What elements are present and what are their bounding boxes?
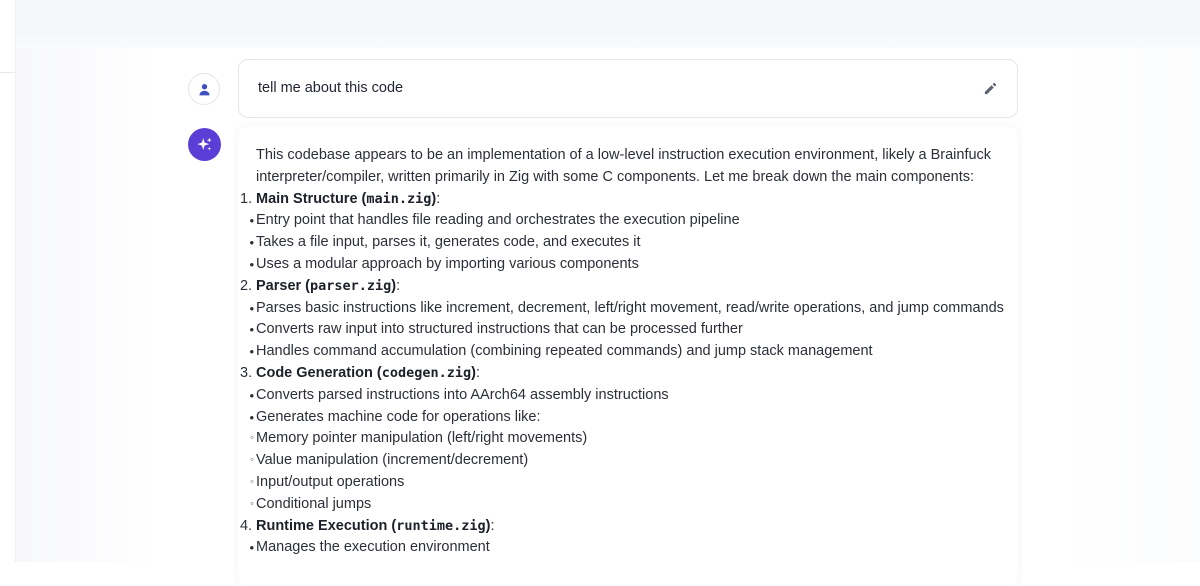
user-message-text: tell me about this code [258, 80, 404, 96]
file-name: main.zig [366, 190, 432, 207]
bullet: • [249, 300, 254, 316]
sidebar-divider [0, 72, 15, 73]
section-title: Main Structure ( [256, 190, 367, 207]
left-sidebar-rail [0, 0, 16, 562]
user-message-bubble [238, 59, 1018, 118]
colon: : [475, 364, 480, 381]
bullet: • [249, 344, 254, 360]
section-title: Runtime Execution ( [256, 517, 397, 534]
intro-line: interpreter/compiler, written primarily in Zig with some C components. Let me break down the main components: [256, 168, 975, 185]
section-heading [240, 189, 1016, 211]
sub-bullet: ◦ [250, 475, 254, 488]
list-item-text: Input/output operations [256, 473, 405, 490]
list-item-text: Parses basic instructions like increment, decrement, left/right movement, read/write operations, and jump commands [256, 299, 1004, 316]
section-title-close: ) [431, 190, 437, 207]
bullet: • [249, 322, 254, 338]
list-item-text: Takes a file input, parses it, generates code, and executes it [256, 234, 641, 251]
list-item-text: Converts raw input into structured instructions that can be processed further [256, 321, 743, 338]
colon: : [490, 517, 495, 534]
list-item [249, 407, 1016, 429]
sub-list-item [250, 494, 1016, 516]
assistant-avatar [188, 128, 221, 161]
sub-bullet: ◦ [250, 432, 254, 445]
section-heading [240, 363, 1016, 385]
section-title: Parser ( [256, 277, 311, 294]
sub-bullet: ◦ [250, 454, 254, 467]
file-name: codegen.zig [381, 364, 472, 381]
list-item-text: Generates machine code for operations like: [256, 408, 541, 425]
list-item-text: Converts parsed instructions into AArch64 assembly instructions [256, 386, 669, 403]
list-item-text: Uses a modular approach by importing various components [256, 255, 639, 272]
section-title-close: ) [471, 364, 476, 381]
list-item [249, 319, 1016, 341]
colon: : [396, 277, 401, 294]
bullet: • [249, 213, 254, 229]
list-number: 2. [240, 277, 253, 294]
sparkle-icon [196, 136, 214, 154]
bullet: • [249, 540, 254, 556]
bullet: • [249, 387, 254, 403]
top-bar [16, 0, 1200, 48]
pencil-icon [983, 81, 998, 96]
list-item-text: Conditional jumps [256, 495, 372, 512]
list-item [249, 210, 1016, 232]
section-title-close: ) [391, 277, 397, 294]
intro-line: This codebase appears to be an implementation of a low-level instruction execution environment, likely a Brainfuck [256, 147, 992, 163]
section-heading [240, 276, 1016, 298]
section-heading [240, 516, 1016, 538]
person-icon [198, 83, 211, 96]
list-item [249, 232, 1016, 254]
file-name: runtime.zig [396, 517, 486, 534]
list-item [249, 385, 1016, 407]
section-title-close: ) [485, 517, 491, 534]
list-item-text: Handles command accumulation (combining repeated commands) and jump stack management [256, 343, 873, 360]
user-avatar [188, 73, 220, 105]
bullet: • [249, 235, 254, 251]
list-item-text: Value manipulation (increment/decrement) [256, 452, 529, 469]
list-item-text: Manages the execution environment [256, 539, 490, 556]
list-item [249, 298, 1016, 320]
sub-list-item [250, 472, 1016, 494]
sub-bullet: ◦ [250, 497, 254, 510]
list-item-text: Memory pointer manipulation (left/right movements) [256, 430, 588, 447]
list-item [249, 341, 1016, 363]
list-number: 1. [240, 190, 253, 207]
bullet: • [249, 409, 254, 425]
colon: : [436, 190, 441, 207]
list-number: 4. [240, 517, 253, 534]
sub-list-item [250, 428, 1016, 450]
list-item [249, 254, 1016, 276]
assistant-message-text [240, 145, 1016, 559]
section-title: Code Generation ( [256, 364, 382, 381]
list-item [249, 537, 1016, 559]
sub-list-item [250, 450, 1016, 472]
list-number: 3. [240, 364, 253, 381]
edit-message-button[interactable] [981, 79, 999, 97]
bullet: • [249, 256, 254, 272]
list-item-text: Entry point that handles file reading and orchestrates the execution pipeline [256, 212, 740, 229]
file-name: parser.zig [310, 277, 392, 294]
